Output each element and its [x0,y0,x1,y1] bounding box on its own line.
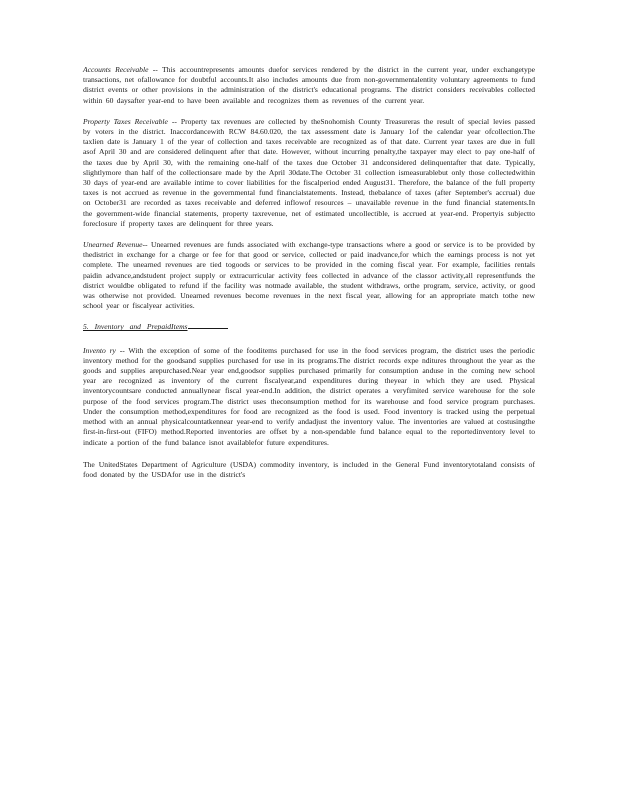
inventory-heading: Invento ry [83,345,116,355]
accounts-receivable-heading: Accounts Receivable [83,65,149,74]
document-page [83,65,535,491]
accounts-receivable-text: -- This accountrepresents amounts duefor services rendered by the district in the current year, under exchangetype transactions, net ofallowance for doubtful accounts.It also includes amounts due from non-governmentalentity voluntary agreements to fund district events or other provisions in the administration of the district's educational programs. The district considers receivables collected within 60 daysafter year-end to have been available and recognizes them as revenues of the current year. [83,65,535,105]
property-taxes-paragraph [83,117,535,229]
inventory-paragraph [83,346,535,448]
section-heading-text: 5. Inventory and PrepaidItems [83,322,188,332]
section-heading [83,322,535,332]
unearned-revenue-paragraph [83,240,535,311]
usda-text: The UnitedStates Department of Agriculture (USDA) commodity inventory, is included in the General Fund inventorytotaland consists of food donated by the USDAfor use in the district's [83,459,535,479]
heading-underline [188,327,228,329]
accounts-receivable-paragraph [83,65,535,106]
inventory-text: -- With the exception of some of the fooditems purchased for use in the food services program, the district uses the periodic inventory method for the goodsand supplies purchased for use in its programs.The district records expe nditures throughout the year as the goods and supplies arepurchased.Near year end,goodsor supplies purchased primarily for consumption anduse in the coming new school year are recognized as inventory of the current fiscalyear,and expenditures during theyear in which they are used. Physical inventorycountsare conducted annuallynear fiscal year-end.In addition, the district operates a veryfimited service warehouse for the sole purpose of the food services program.The district uses theconsumption method for its warehouse and food service program purchases. Under the consumption method,expenditures for food are recognized as the food is used. Food inventory is tracked using the perpetual method with an annual physicalcountatkennear year-end to verify andadjust the inventory value. The inventories are valued at costusingthe first-in-first-out (FIFO) method.Reported inventories are offset by a non-spendable fund balance equal to the reportedinventory level to indicate a portion of the fund balance isnot availablefor future expenditures. [83,345,535,447]
usda-paragraph [83,460,535,480]
unearned-revenue-text: -- Unearned revenues are funds associated with exchange-type transactions where a good or service is to be provided by thedistrict in exchange for a charge or fee for that good or service, collected or paid inadvance,for which the earnings process is not yet complete. The unearned revenues are tied togoods or services to be provided in the coming fiscal year. For example, facilities rentals paidin advance,andstudent project supply or extracurricular activity fees collected in advance of the classor activity,all representfunds the district wouldbe obligated to refund if the facility was notmade available, the student withdraws, orthe program, service, activity, or good was otherwise not provided. Unearned revenues become revenues in the next fiscal year, allowing for an appropriate match tothe new school year or fiscalyear activities. [83,240,535,311]
property-taxes-text: -- Property tax revenues are collected by theSnohomish County Treasureras the result of special levies passed by voters in the district. Inaccordancewith RCW 84.60.020, the tax assessment date is January 1of the calendar year ofcollection.The taxlien date is January 1 of the year of collection and taxes receivable are recognized as of that date. Current year taxes are due in full asof April 30 and are considered delinquent after that date. However, without incurring penalty,the taxpayer may elect to pay one-half of the taxes due by April 30, with the remaining one-half of the taxes due October 31 andconsidered delinquentafter that date. Typically, slightlymore than half of the collectionsare made by the April 30date.The October 31 collection ismeasurablebut only those collectedwithin 30 days of year-end are available intime to cover liabilities for the fiscalperiod ended August31. Therefore, the balance of the full property taxes is not accrued as revenue in the governmental fund financialstatements. Instead, thebalance of taxes (after September's accrual) due on October31 are recorded as taxes receivable and deferred inflowof resources – unavailable revenue in the fund financial statements.In the government-wide financial statements, property taxrevenue, net of estimated uncollectible, is accrued at year-end. Propertyis subjectto foreclosure if property taxes are delinquent for three years. [83,116,535,228]
unearned-revenue-heading: Unearned Revenue [83,240,143,250]
property-taxes-heading: Property Taxes Receivable [83,116,168,126]
